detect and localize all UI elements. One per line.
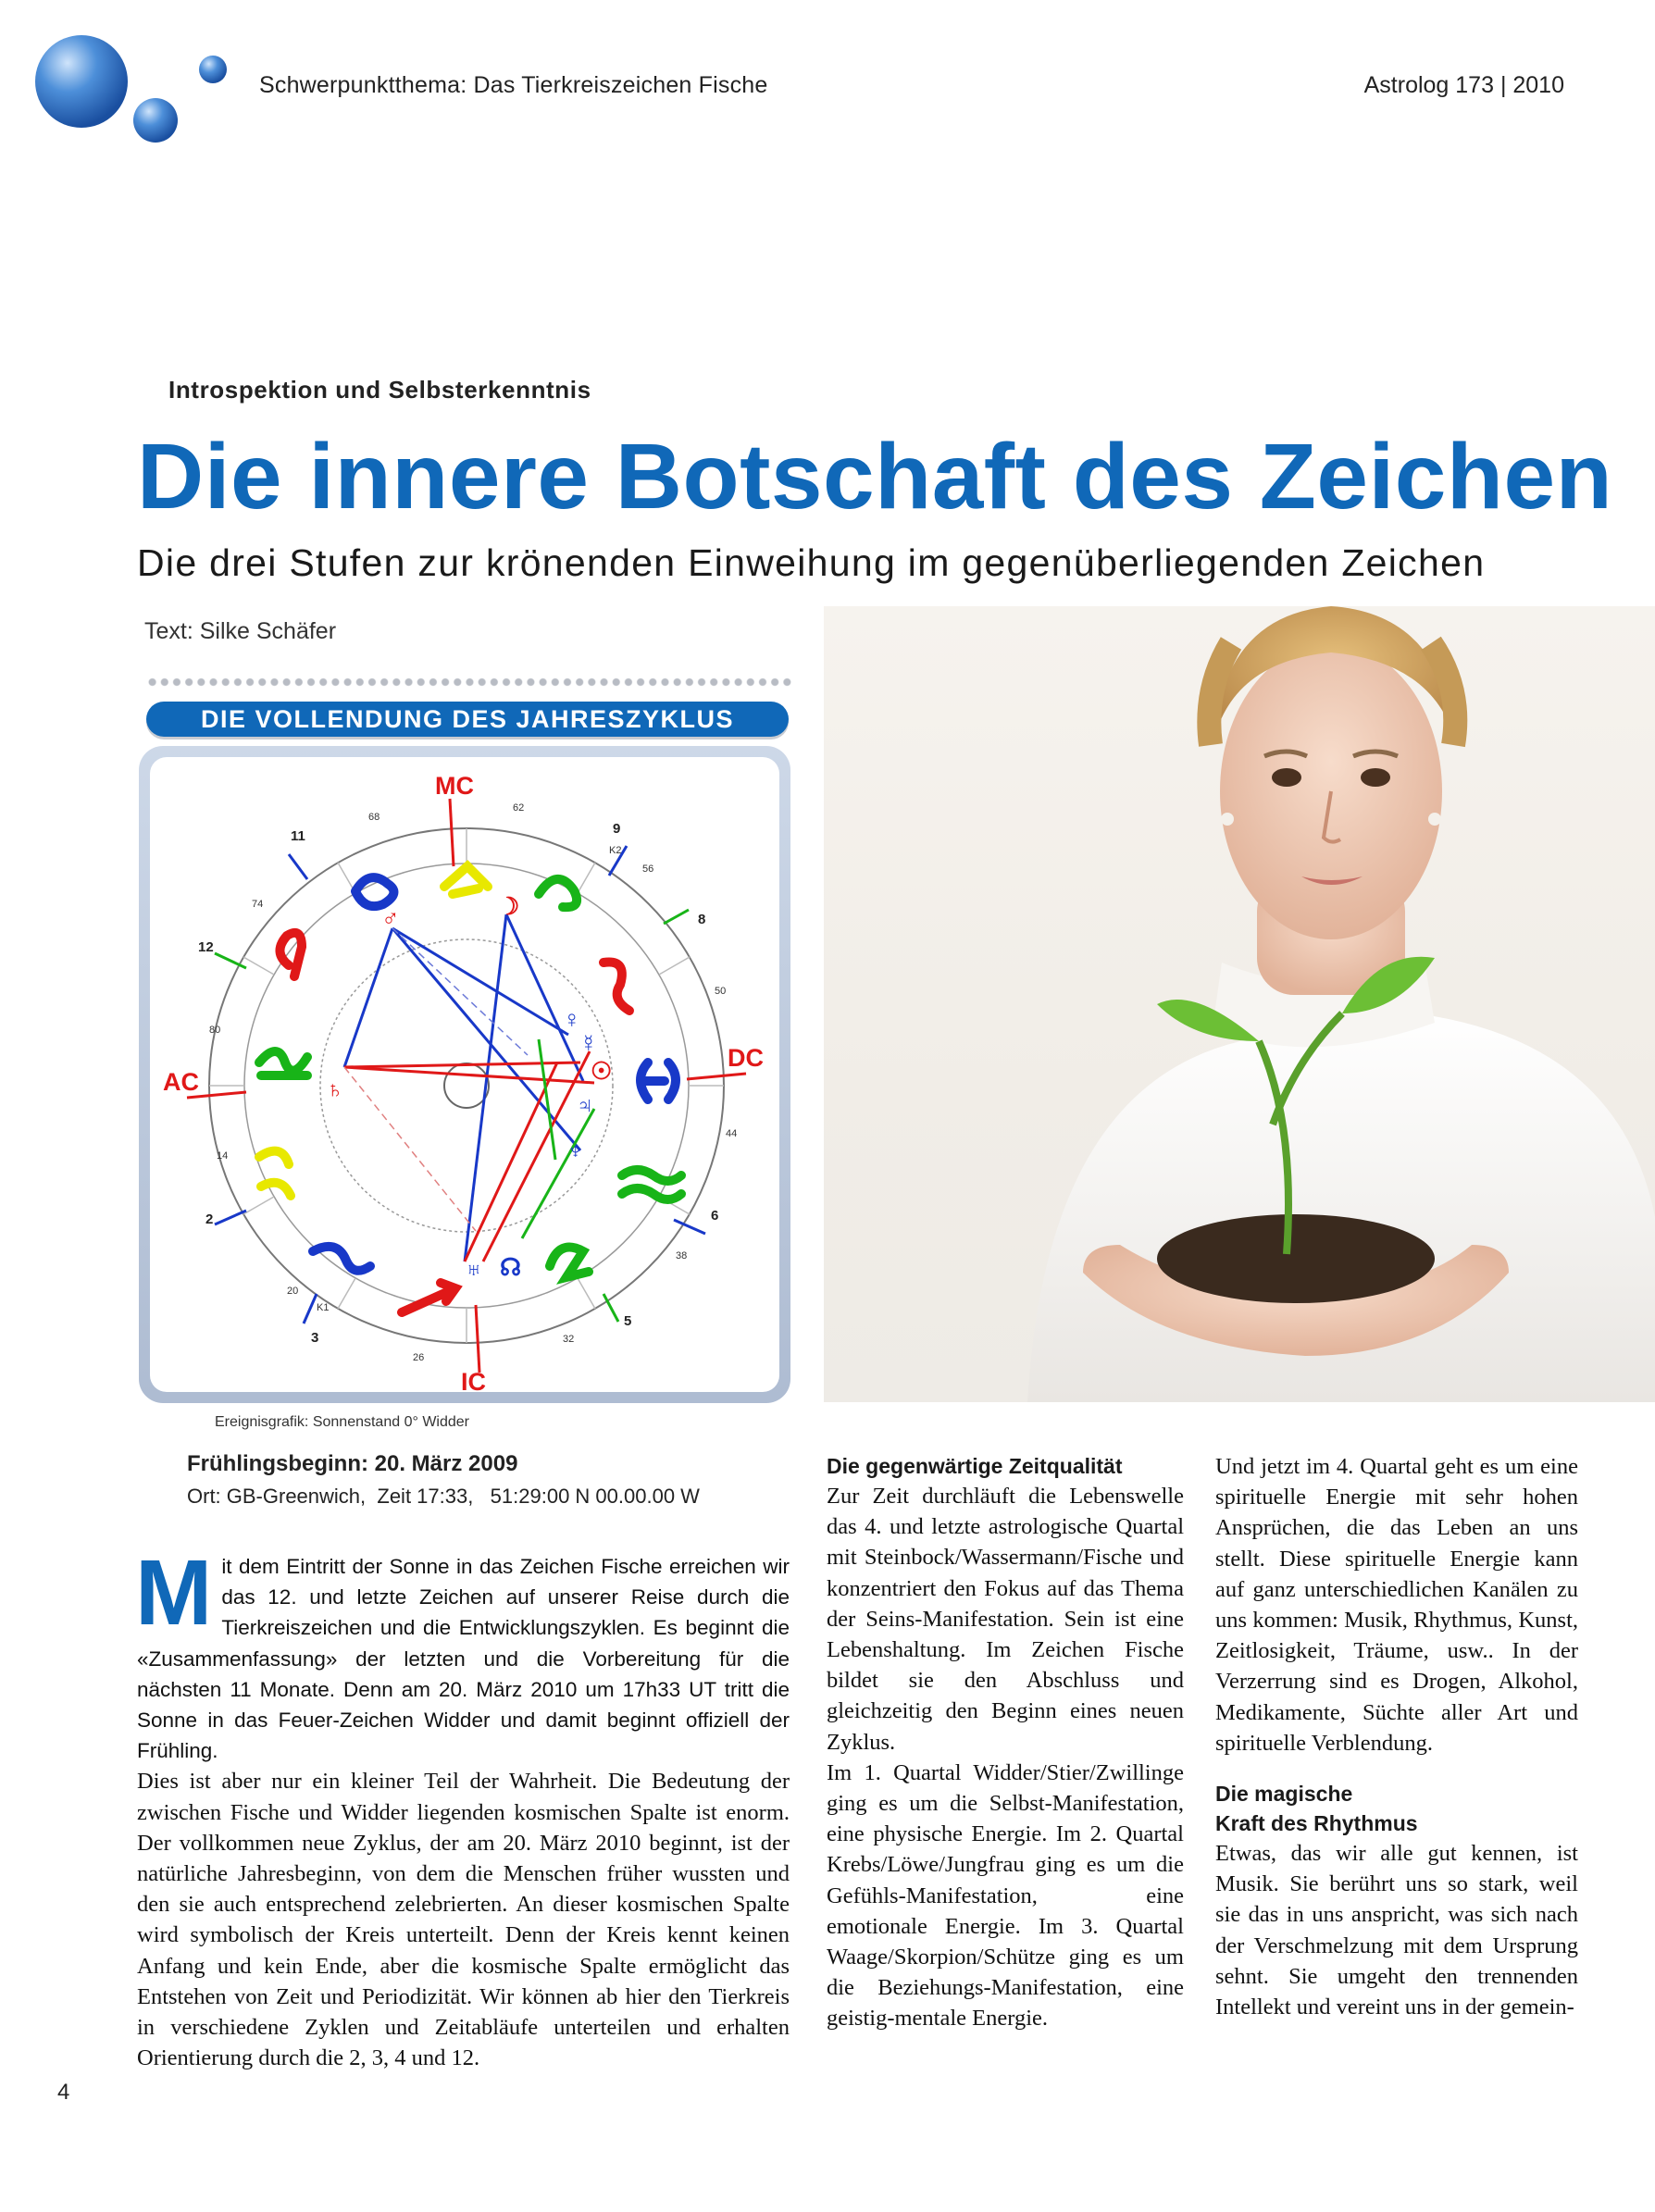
degree-label: 20 bbox=[287, 1286, 299, 1297]
sign-glyph bbox=[622, 1170, 681, 1199]
house-number: 6 bbox=[711, 1208, 719, 1224]
sign-glyph bbox=[402, 1283, 455, 1312]
house-number: 8 bbox=[698, 912, 706, 927]
degree-label: K1 bbox=[317, 1302, 330, 1313]
degree-label: 38 bbox=[676, 1250, 688, 1261]
planet-venus: ♀ bbox=[563, 1005, 581, 1033]
body-paragraph: Und jetzt im 4. Quartal geht es um eine spirituelle Energie mit sehr hohen Ansprüchen, die das Leben an uns stellt. Diese spirituelle Energie kann auf ganz unterschiedlichen Kanälen zu uns kommen: Musik, Rhythmus, Kunst, Zeitlosigkeit, Träume, usw.. In der Verzerrung sind es Drogen, Alkohol, Medikamente, Süchte aller Art und spirituelle Verblendung. bbox=[1215, 1454, 1578, 1756]
degree-label: 26 bbox=[413, 1352, 425, 1363]
cusp-ic bbox=[476, 1305, 479, 1373]
sign-glyph bbox=[604, 963, 629, 1012]
astrology-chart-panel bbox=[150, 757, 779, 1392]
house-number: 11 bbox=[291, 828, 305, 844]
planet-sun: ☉ bbox=[591, 1057, 613, 1085]
cusp-mc bbox=[450, 799, 454, 866]
degree-label: 80 bbox=[209, 1025, 221, 1036]
body-paragraph: Dies ist aber nur ein kleiner Teil der Wahrheit. Die Bedeutung der zwischen Fische und Widder liegenden kosmischen Spalte ist enorm. Der vollkommen neue Zyklus, der am 20. März 2010 beginnt, ist der natürliche Jahresbeginn, von dem die Menschen früher wussten und den sie auch entsprechend zelebrierten. An dieser kosmischen Spalte wird symbolisch der Kreis unterteilt. Denn der Kreis kennt keinen Anfang und kein Ende, aber die kosmische Spalte ermöglicht das Entstehen von Zeit und Periodizität. Wir können ab hier den Tierkreis in verschiedene Zyklen und Zeitabläufe unterteilen und erhalten Orientierung durch die 2, 3, 4 und 12. bbox=[137, 1769, 790, 2071]
house-number: 9 bbox=[613, 821, 621, 837]
planet-moon: ☽ bbox=[498, 892, 520, 920]
astrology-chart-frame bbox=[139, 746, 790, 1403]
planet-mars: ♂ bbox=[381, 903, 400, 931]
degree-label: 68 bbox=[368, 812, 380, 823]
sign-glyph bbox=[280, 933, 302, 976]
house-number: 12 bbox=[198, 939, 214, 955]
sign-glyph bbox=[444, 866, 488, 894]
label-ic: IC bbox=[461, 1368, 486, 1392]
sign-glyph bbox=[259, 1051, 307, 1075]
planet-mercury: ☿ bbox=[579, 1029, 598, 1057]
planet-neptune: ♆ bbox=[566, 1137, 585, 1164]
sign-glyph bbox=[539, 879, 577, 907]
bubble-small bbox=[199, 56, 227, 83]
sign-glyph bbox=[313, 1247, 370, 1271]
planet-saturn: ♄ bbox=[326, 1075, 344, 1103]
section-heading-line: Kraft des Rhythmus bbox=[1215, 1811, 1418, 1836]
header-issue: Astrolog 173 | 2010 bbox=[1363, 72, 1564, 98]
infobox-banner: DIE VOLLENDUNG DES JAHRESZYKLUS bbox=[146, 702, 789, 737]
photo-illustration bbox=[824, 606, 1655, 1402]
degree-label: 14 bbox=[217, 1150, 229, 1162]
lead-text: it dem Eintritt der Sonne in das Zeichen Fische erreichen wir das 12. und letzte Zeichen auf unserer Reise durch die Tierkreiszeichen und die Entwicklungszyklen. Es beginnt die «Zusammenfassung» der letzten und die Vorbereitung für die nächsten 11 Monate. Denn am 20. März 2010 um 17h33 UT tritt die Sonne in das Feuer-Zeichen Widder und damit beginnt offiziell der Frühling. bbox=[137, 1555, 790, 1763]
degree-label: 62 bbox=[513, 802, 525, 814]
bubble-medium bbox=[133, 98, 178, 143]
drop-cap: M bbox=[135, 1541, 213, 1645]
cusp-dc bbox=[687, 1074, 746, 1079]
degree-label: 56 bbox=[642, 864, 654, 875]
label-mc: MC bbox=[435, 772, 474, 800]
sign-glyph bbox=[641, 1063, 676, 1100]
dotted-divider bbox=[146, 676, 794, 689]
degree-label: 44 bbox=[726, 1128, 738, 1139]
house-number: 3 bbox=[311, 1330, 319, 1346]
article-kicker: Introspektion und Selbsterkenntnis bbox=[168, 376, 591, 404]
sign-glyph bbox=[550, 1248, 589, 1277]
label-ac: AC bbox=[163, 1068, 199, 1096]
lead-paragraph bbox=[135, 1541, 790, 1766]
article-author: Text: Silke Schäfer bbox=[144, 618, 337, 644]
house-number: 2 bbox=[205, 1212, 214, 1227]
woman-with-seedling-photo bbox=[824, 606, 1655, 1402]
article-headline: Die innere Botschaft des Zeichen bbox=[137, 425, 1613, 528]
body-paragraph: Zur Zeit durchläuft die Lebenswelle das 4. und letzte astrologische Quartal mit Steinbock/Wassermann/Fische und konzentriert den Fokus auf das Thema der Seins-Manifestation. Sein ist eine Lebenshaltung. Im Zeichen Fische bildet sie den Abschluss und gleichzeitig den Beginn eines neuen Zyklus. bbox=[827, 1484, 1184, 1755]
page-number: 4 bbox=[57, 2080, 70, 2105]
degree-label: 50 bbox=[715, 986, 727, 997]
label-dc: DC bbox=[728, 1044, 764, 1072]
planet-node: ☊ bbox=[500, 1253, 522, 1281]
spring-location: Ort: GB-Greenwich, Zeit 17:33, 51:29:00 N 00.00.00 W bbox=[187, 1485, 700, 1508]
sign-glyph bbox=[259, 1151, 291, 1196]
planet-uranus: ♅ bbox=[465, 1255, 483, 1283]
article-column-1 bbox=[135, 1541, 790, 2073]
degree-label: 32 bbox=[563, 1334, 575, 1345]
spring-title: Frühlingsbeginn: 20. März 2009 bbox=[187, 1451, 518, 1476]
degree-label: K2 bbox=[609, 845, 622, 856]
planet-jupiter: ♃ bbox=[576, 1091, 594, 1119]
article-column-2 bbox=[827, 1451, 1184, 2034]
body-paragraph: Etwas, das wir alle gut kennen, ist Musik. Sie berührt uns so stark, weil sie das in uns anspricht, was sich nach der Verschmelzung mit dem Ursprung sehnt. Sie umgeht den trennenden Intellekt und vereint uns in der gemein- bbox=[1215, 1841, 1578, 2020]
body-paragraph: Im 1. Quartal Widder/Stier/Zwillinge ging es um die Selbst-Manifestation, eine physische Energie. Im 2. Quartal Krebs/Löwe/Jungfrau ging es um die Gefühls-Manifestation, eine emotionale Energie. Im 3. Quartal Waage/Skorpion/Schütze ging es um die Beziehungs-Manifestation, eine geistig-mentale Energie. bbox=[827, 1759, 1184, 2032]
degree-label: 74 bbox=[252, 899, 264, 910]
article-column-3 bbox=[1215, 1451, 1578, 2022]
chart-caption: Ereignisgrafik: Sonnenstand 0° Widder bbox=[215, 1414, 469, 1430]
section-heading-line: Die magische bbox=[1215, 1782, 1353, 1807]
section-heading bbox=[1215, 1779, 1578, 1838]
astrology-chart bbox=[150, 757, 779, 1392]
section-heading: Die gegenwärtige Zeitqualität bbox=[827, 1454, 1123, 1478]
chart-center bbox=[444, 1063, 489, 1108]
sign-glyph bbox=[355, 877, 393, 906]
house-number: 5 bbox=[624, 1313, 632, 1329]
header-section-title: Schwerpunktthema: Das Tierkreiszeichen Fische bbox=[259, 72, 768, 98]
bubble-large bbox=[35, 35, 128, 128]
decorative-bubbles bbox=[28, 28, 241, 157]
soil bbox=[1157, 1214, 1435, 1303]
article-subtitle: Die drei Stufen zur krönenden Einweihung im gegenüberliegenden Zeichen bbox=[137, 541, 1486, 584]
